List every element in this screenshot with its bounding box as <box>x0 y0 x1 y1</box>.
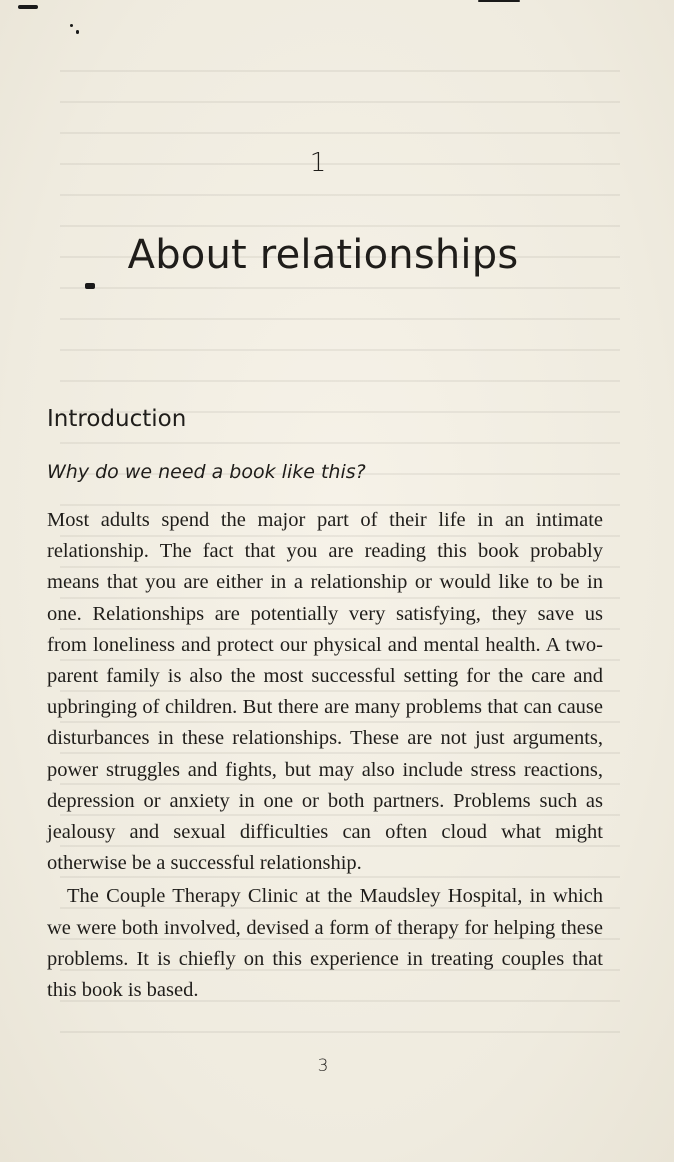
paragraph: Most adults spend the major part of their life in an intimate relationship. The fact that you are reading this book probably means that you are either in a relationship or would like to be in one. Relationships are potentially very satisfying, they save us from loneliness and protect our physical and mental health. A two-parent family is also the most successful setting for the care and upbringing of children. But there are many problems that can cause disturbances in these relationships. These are not just arguments, power struggles and fights, but may also include stress reactions, depression or anxiety in one or both partners. Problems such as jealousy and sexual difficulties can often cloud what might otherwise be a successful relationship. <box>47 509 603 875</box>
body-text <box>47 505 603 1006</box>
ink-speck <box>76 30 79 34</box>
section-heading: Introduction <box>47 406 187 432</box>
ink-speck <box>85 283 95 289</box>
chapter-number: 1 <box>309 148 327 178</box>
ink-speck <box>18 5 38 9</box>
sub-heading: Why do we need a book like this? <box>47 461 366 483</box>
paragraph: The Couple Therapy Clinic at the Maudsley Hospital, in which we were both involved, devised a form of therapy for helping these problems. It is chiefly on this experience in treating couples that this book is based. <box>47 885 603 1002</box>
ink-speck <box>70 24 73 27</box>
chapter-title: About relationships <box>127 232 519 278</box>
ink-speck <box>478 0 520 2</box>
page-number: 3 <box>317 1056 329 1076</box>
